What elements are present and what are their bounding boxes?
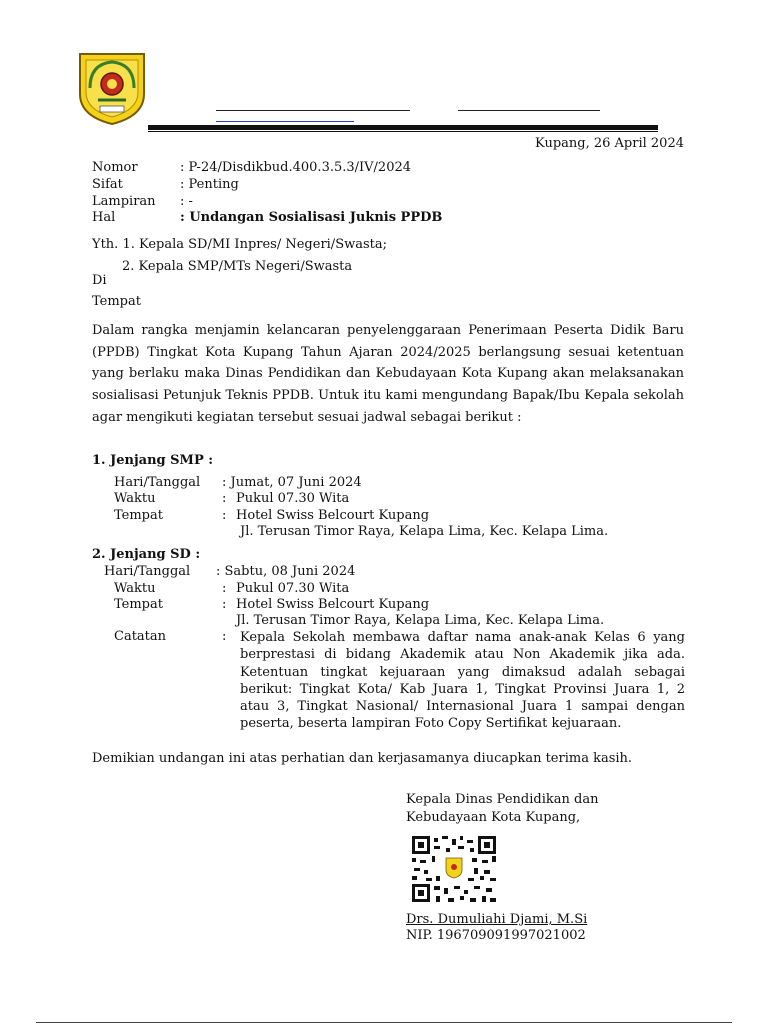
letterhead-line <box>216 110 410 111</box>
smp-heading: 1. Jenjang SMP : <box>92 453 214 468</box>
smp-waktu-label: Waktu <box>114 491 156 506</box>
smp-tempat-colon: : <box>222 508 227 523</box>
smp-tempat-label: Tempat <box>114 508 163 523</box>
recipient-line-1: Yth. 1. Kepala SD/MI Inpres/ Negeri/Swasta; <box>92 237 388 252</box>
recipient-tempat: Tempat <box>92 294 141 309</box>
signature-title-2: Kebudayaan Kota Kupang, <box>406 810 581 825</box>
smp-hari-label: Hari/Tanggal <box>114 475 201 490</box>
smp-hari-value: : Jumat, 07 Juni 2024 <box>222 475 362 490</box>
sd-waktu-label: Waktu <box>114 581 156 596</box>
lampiran-label: Lampiran <box>92 194 156 209</box>
recipient-line-2: 2. Kepala SMP/MTs Negeri/Swasta <box>122 259 353 274</box>
signatory-nip: NIP. 196709091997021002 <box>406 928 586 943</box>
sifat-label: Sifat <box>92 177 123 192</box>
sd-catatan-value: Kepala Sekolah membawa daftar nama anak-anak Kelas 6 yang berprestasi di bidang Akademik atau Non Akademik jika ada. Ketentuan tingkat kejuaraan yang dimaksud adalah sebagai berikut: Tingkat Kota/ Kab Juara 1, Tingkat Provinsi Juara 1, 2 atau 3, Tingkat Nasional/ Internasional Juara 1 sampai dengan peserta, beserta lampiran Foto Copy Sertifikat kejuaraan. <box>240 630 685 732</box>
smp-alamat: Jl. Terusan Timor Raya, Kelapa Lima, Kec. Kelapa Lima. <box>240 524 609 539</box>
hal-label: Hal <box>92 210 116 225</box>
sd-alamat: Jl. Terusan Timor Raya, Kelapa Lima, Kec. Kelapa Lima. <box>236 613 605 628</box>
sd-catatan-label: Catatan <box>114 629 167 644</box>
sd-waktu-value: Pukul 07.30 Wita <box>236 581 350 596</box>
sd-hari-value: : Sabtu, 08 Juni 2024 <box>216 564 356 579</box>
letterhead-rule-thin <box>148 131 658 132</box>
smp-waktu-colon: : <box>222 491 227 506</box>
sd-tempat-label: Tempat <box>114 597 163 612</box>
sd-heading: 2. Jenjang SD : <box>92 547 201 562</box>
sd-hari-label: Hari/Tanggal <box>104 564 191 579</box>
nomor-label: Nomor <box>92 160 138 175</box>
intro-paragraph: Dalam rangka menjamin kelancaran penyelenggaraan Penerimaan Peserta Didik Baru (PPDB) Tingkat Kota Kupang Tahun Ajaran 2024/2025 berlangsung sesuai ketentuan yang berlaku maka Dinas Pendidikan dan Kebudayaan Kota Kupang akan melaksanakan sosialisasi Petunjuk Teknis PPDB. Untuk itu kami mengundang Bapak/Ibu Kepala sekolah agar mengikuti kegiatan tersebut sesuai jadwal sebagai berikut : <box>92 323 684 425</box>
closing-paragraph: Demikian undangan ini atas perhatian dan kerjasamanya diucapkan terima kasih. <box>92 751 633 766</box>
lampiran-value: : - <box>180 194 193 209</box>
letterhead-link-line <box>216 121 354 122</box>
sifat-value: : Penting <box>180 177 239 192</box>
sd-tempat-value: Hotel Swiss Belcourt Kupang <box>236 597 430 612</box>
letter-date: Kupang, 26 April 2024 <box>535 136 684 151</box>
sd-waktu-colon: : <box>222 581 227 596</box>
footer-rule <box>36 1022 732 1023</box>
letterhead-rule <box>148 125 658 130</box>
letterhead-line <box>458 110 600 111</box>
sd-catatan-colon: : <box>222 629 227 644</box>
recipient-di: Di <box>92 273 107 288</box>
smp-waktu-value: Pukul 07.30 Wita <box>236 491 350 506</box>
hal-value: : Undangan Sosialisasi Juknis PPDB <box>180 210 443 225</box>
sd-tempat-colon: : <box>222 597 227 612</box>
smp-tempat-value: Hotel Swiss Belcourt Kupang <box>236 508 430 523</box>
government-emblem-logo <box>76 50 148 126</box>
qr-code-signature <box>412 836 496 902</box>
signatory-name: Drs. Dumuliahi Djami, M.Si <box>406 912 588 927</box>
signature-title-1: Kepala Dinas Pendidikan dan <box>406 792 599 807</box>
nomor-value: : P-24/Disdikbud.400.3.5.3/IV/2024 <box>180 160 412 175</box>
